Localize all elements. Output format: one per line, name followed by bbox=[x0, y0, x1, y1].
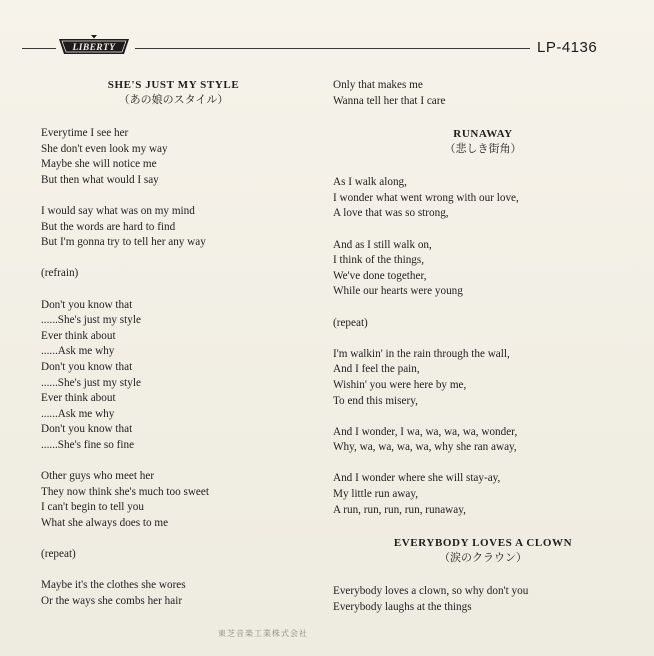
lyric-line: And I feel the pain, bbox=[333, 363, 420, 376]
lyric-line: (repeat) bbox=[333, 316, 368, 329]
lyrics-block bbox=[41, 126, 306, 609]
lyric-line: Ever think about bbox=[41, 329, 116, 342]
lyric-line: Other guys who meet her bbox=[41, 470, 155, 483]
lyric-line: Why, wa, wa, wa, wa, why she ran away, bbox=[333, 441, 517, 454]
lyric-line: And I wonder, I wa, wa, wa, wa, wonder, bbox=[333, 425, 518, 438]
lyric-line: Wishin' you were here by me, bbox=[333, 378, 467, 391]
lyric-line: To end this misery, bbox=[333, 394, 418, 407]
lyric-line: And I wonder where she will stay-ay, bbox=[333, 472, 501, 485]
lyric-line: ......Ask me why bbox=[41, 345, 115, 358]
lyric-line: While our hearts were young bbox=[333, 285, 463, 298]
header-rule-right bbox=[135, 48, 530, 49]
lyric-line: My little run away, bbox=[333, 488, 419, 501]
publisher-footer: 東芝音楽工業株式会社 bbox=[218, 629, 308, 638]
song-jp-title: （涙のクラウン） bbox=[439, 552, 527, 565]
lyric-line: And as I still walk on, bbox=[333, 238, 432, 251]
lyric-line: (repeat) bbox=[41, 548, 76, 561]
liberty-logo bbox=[56, 35, 132, 57]
lyric-line: ......She's fine so fine bbox=[41, 438, 135, 451]
song-jp-title: （あの娘のスタイル） bbox=[118, 94, 229, 106]
lyric-line: But the words are hard to find bbox=[41, 220, 176, 233]
song-jp-title: （悲しき街角） bbox=[444, 143, 522, 156]
song-title: SHE'S JUST MY STYLE bbox=[107, 79, 240, 91]
lyric-line: What she always does to me bbox=[41, 516, 169, 529]
lyric-line: Maybe she will notice me bbox=[41, 158, 157, 171]
lyric-line: A run, run, run, run, runaway, bbox=[333, 503, 466, 516]
lyric-line: I can't begin to tell you bbox=[41, 501, 144, 514]
lyric-line: Maybe it's the clothes she wores bbox=[41, 579, 186, 592]
liberty-logo-text: LIBERTY bbox=[72, 43, 116, 54]
lyric-line: But then what would I say bbox=[41, 173, 159, 186]
lyric-line: Wanna tell her that I care bbox=[333, 94, 446, 107]
lyric-line: Everybody loves a clown, so why don't you bbox=[333, 585, 529, 598]
lyric-line: Or the ways she combs her hair bbox=[41, 594, 183, 607]
lyric-line: A love that was so strong, bbox=[333, 207, 449, 220]
lyric-line: I'm walkin' in the rain through the wall, bbox=[333, 347, 510, 360]
song-title: EVERYBODY LOVES A CLOWN bbox=[393, 537, 573, 550]
lyric-line: She don't even look my way bbox=[41, 142, 168, 155]
lyric-line: As I walk along, bbox=[333, 176, 407, 189]
lyric-line: Don't you know that bbox=[41, 360, 133, 373]
lyric-line: ......Ask me why bbox=[41, 407, 115, 420]
right-column bbox=[333, 78, 633, 615]
lyric-line: I think of the things, bbox=[333, 254, 425, 267]
lyric-line: We've done together, bbox=[333, 269, 427, 282]
lyric-line: Don't you know that bbox=[41, 298, 133, 311]
lyric-line: I wonder what went wrong with our love, bbox=[333, 191, 519, 204]
lyric-line: Ever think about bbox=[41, 392, 116, 405]
song-title: RUNAWAY bbox=[453, 128, 513, 141]
lyric-line: Everytime I see her bbox=[41, 127, 129, 139]
left-column bbox=[41, 78, 306, 609]
lyric-line: I would say what was on my mind bbox=[41, 204, 195, 217]
lyric-line: Only that makes me bbox=[333, 79, 423, 91]
lyric-line: Everybody laughs at the things bbox=[333, 600, 472, 613]
lyric-line: (refrain) bbox=[41, 267, 79, 280]
catalog-number: LP-4136 bbox=[537, 39, 598, 56]
lyric-line: ......She's just my style bbox=[41, 314, 141, 327]
header-rule-left bbox=[22, 48, 56, 49]
lyric-line: But I'm gonna try to tell her any way bbox=[41, 236, 206, 249]
lyric-line: They now think she's much too sweet bbox=[41, 485, 209, 498]
lyric-line: Don't you know that bbox=[41, 423, 133, 436]
lyric-line: ......She's just my style bbox=[41, 376, 141, 389]
